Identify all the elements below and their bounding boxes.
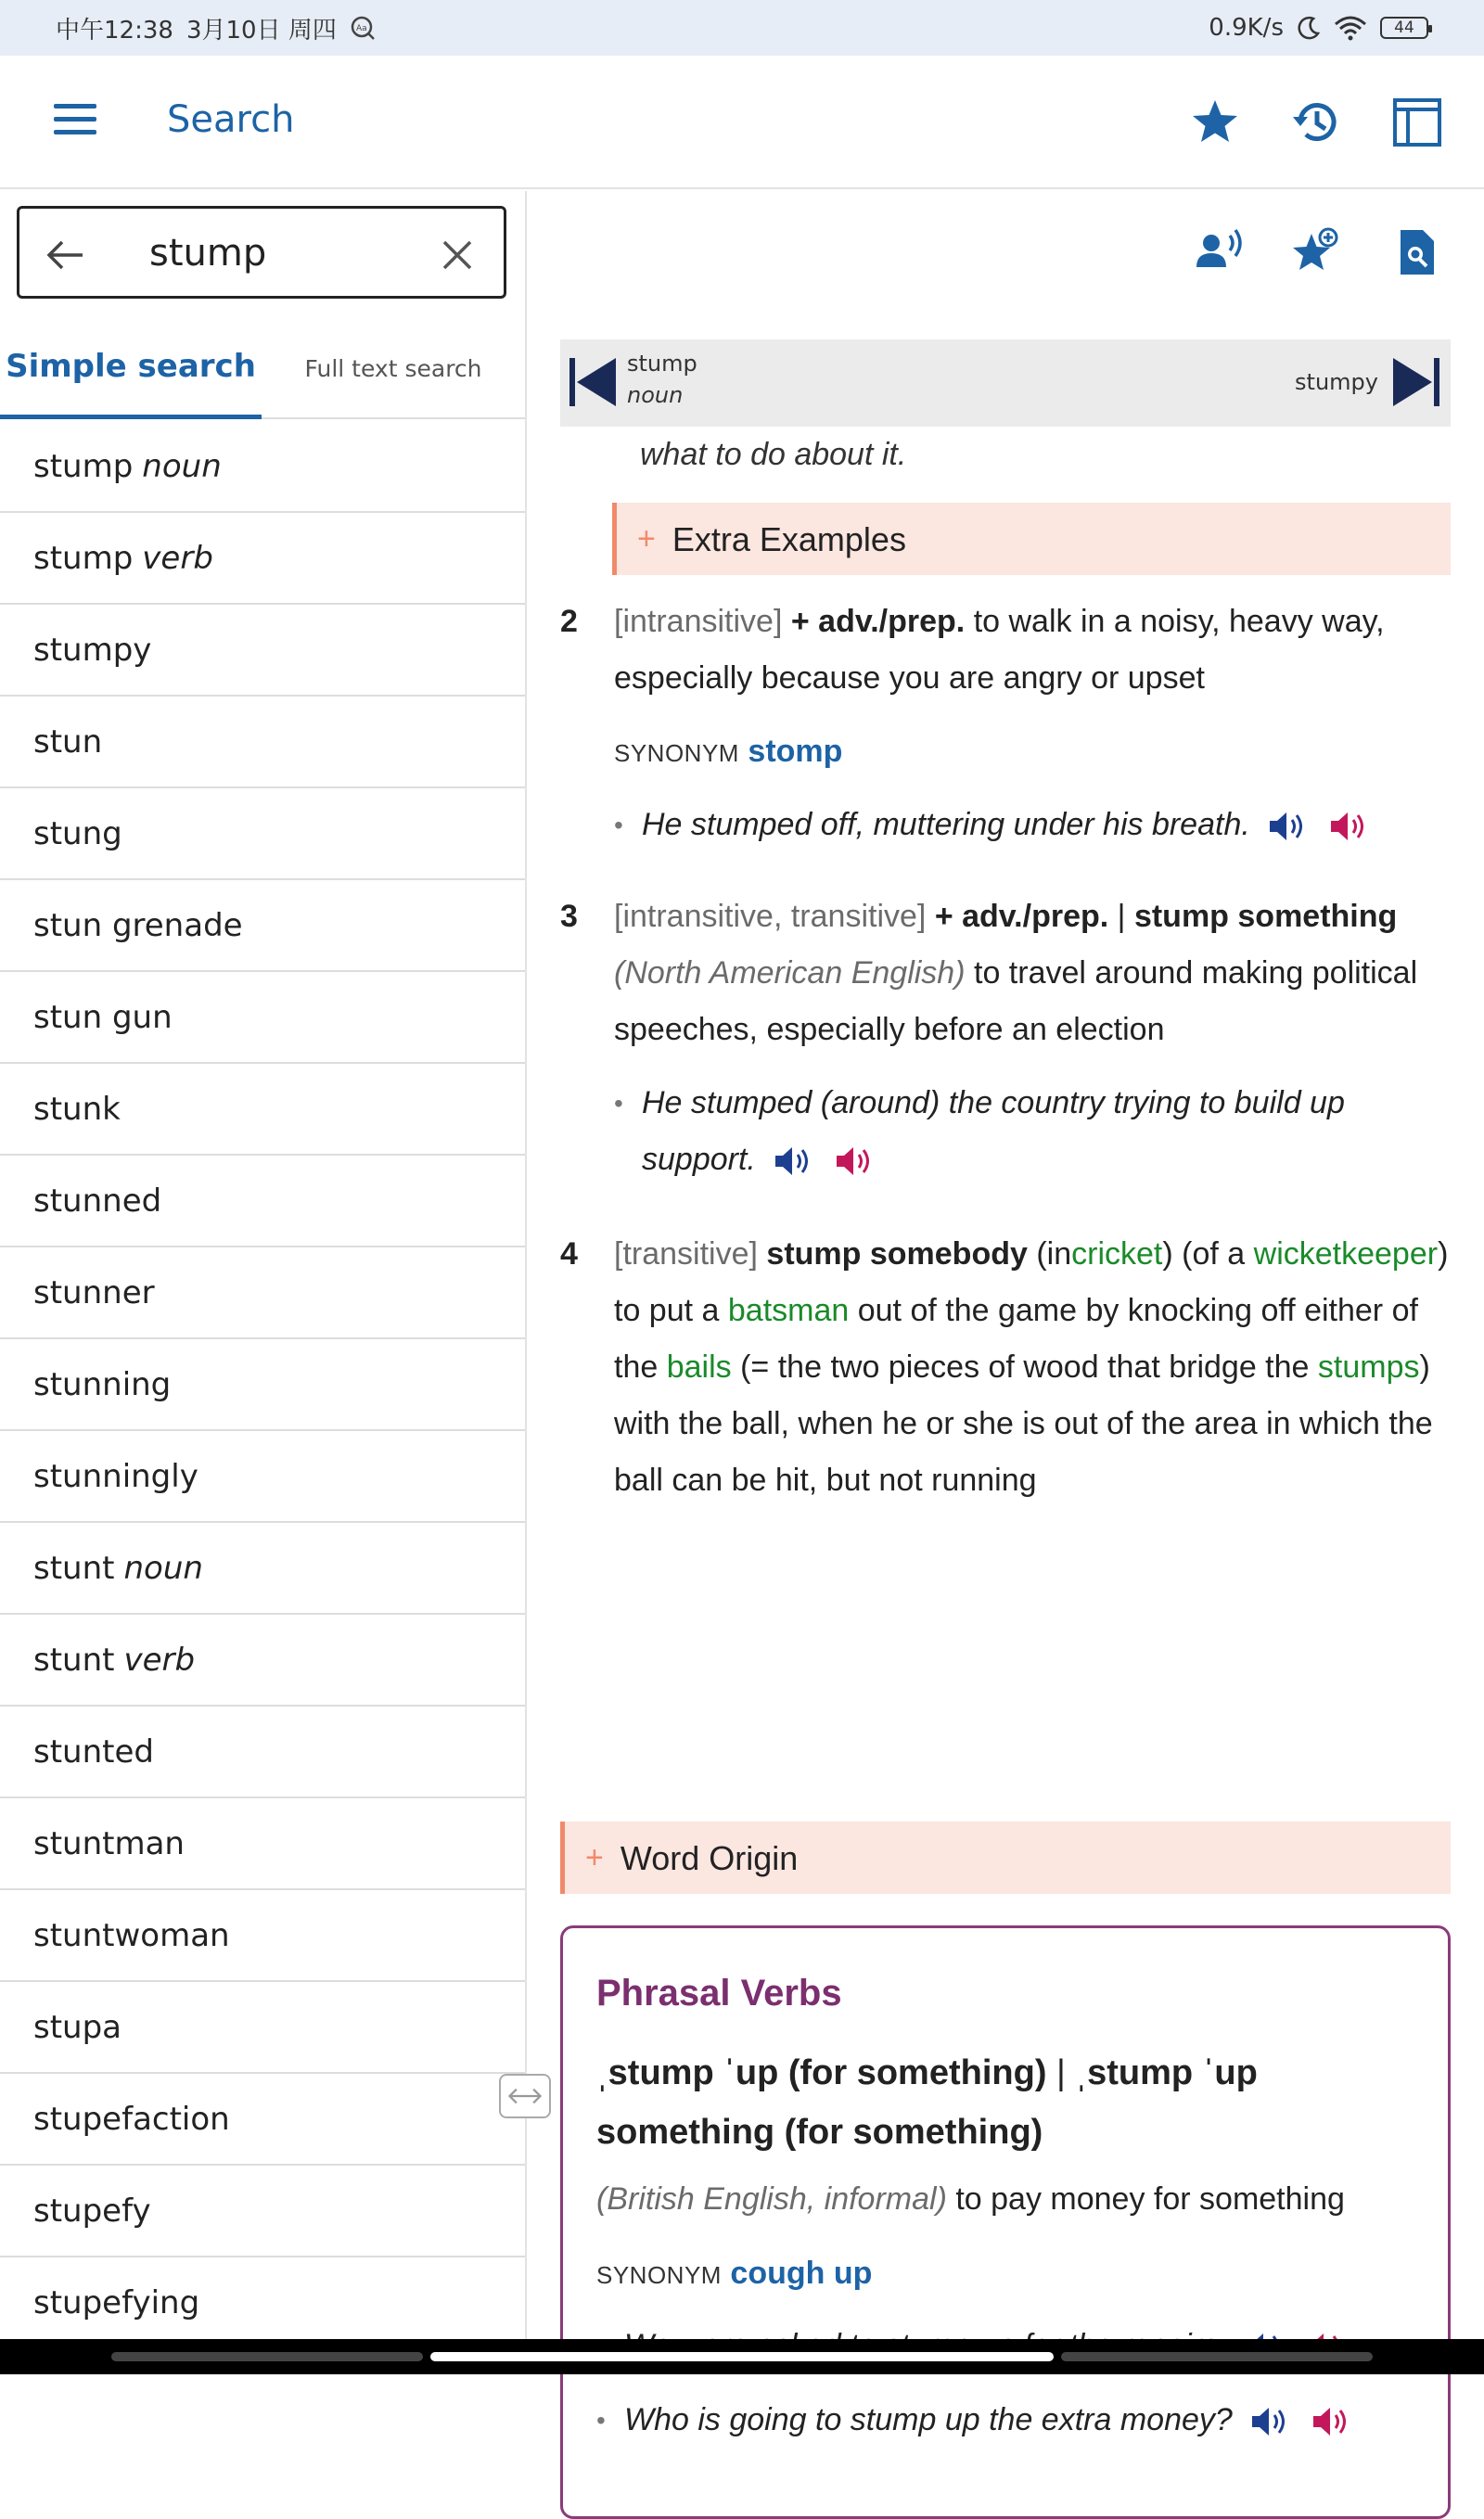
list-item-word: stun gun [33, 998, 173, 1036]
sense-number: 2 [560, 604, 578, 639]
list-item[interactable] [0, 421, 525, 513]
panel-layout-icon[interactable] [1388, 93, 1447, 152]
word-list [0, 421, 525, 2349]
definition-text: out of the game by knocking off either of the [614, 1293, 1418, 1385]
crossref-link-batsman[interactable]: batsman [727, 1293, 850, 1328]
favorites-star-icon[interactable] [1185, 93, 1245, 152]
list-item-word: stuntwoman [33, 1916, 230, 1954]
audio-us-speaker-icon[interactable] [1327, 808, 1372, 845]
definition: to walk in a noisy, heavy way, especially because you are angry or upset [614, 604, 1385, 696]
home-gesture-bar[interactable] [430, 2352, 1054, 2361]
register-label: (British English, informal) [596, 2181, 947, 2217]
pronunciation-speaker-icon[interactable] [1191, 224, 1247, 280]
moon-icon [1297, 16, 1321, 40]
list-item[interactable] [0, 1523, 525, 1615]
list-item-word: stung [33, 814, 122, 852]
previous-example-tail: what to do about it. [640, 437, 907, 472]
svg-text:Aa: Aa [355, 24, 367, 33]
list-item-word: stunned [33, 1182, 162, 1220]
status-bar [0, 0, 1484, 56]
list-item-word: stunt [33, 1549, 115, 1587]
grammar-pattern: + adv./prep. [934, 899, 1109, 934]
phrasal-verb-headword: ˌstump ˈup (for something) | ˌstump ˈup something (for something) [596, 2053, 1258, 2152]
word-list-pane [0, 191, 525, 2339]
menu-button[interactable] [54, 104, 96, 137]
list-item[interactable] [0, 1798, 525, 1890]
list-item-word: stupefy [33, 2192, 151, 2230]
synonym-link[interactable]: cough up [730, 2256, 873, 2291]
list-item[interactable] [0, 2074, 525, 2166]
phrasal-synonym [596, 2245, 872, 2304]
sense-number: 3 [560, 899, 578, 934]
phrasal-example-2 [596, 2392, 1413, 2449]
entry-pane [527, 191, 1484, 2437]
find-in-page-icon[interactable] [1389, 224, 1445, 280]
synonym-label: SYNONYM [614, 739, 739, 767]
list-item[interactable] [0, 1890, 525, 1982]
list-item[interactable] [0, 972, 525, 1064]
extra-examples-toggle[interactable] [612, 503, 1451, 575]
example-sentence: He stumped off, muttering under his breath. [642, 807, 1250, 842]
definition: to travel around making political speeches, especially before an election [614, 955, 1418, 1047]
example-sentence: He stumped (around) the country trying to build up support. [642, 1085, 1345, 1177]
page-title: Search [167, 98, 295, 141]
list-item[interactable] [0, 788, 525, 880]
separator: | [1117, 899, 1126, 934]
list-item[interactable] [0, 1064, 525, 1156]
list-item-word: stunning [33, 1365, 172, 1403]
list-item-word: stupefaction [33, 2100, 230, 2138]
add-favorite-star-icon[interactable] [1287, 224, 1343, 280]
list-item-word: stun grenade [33, 906, 243, 944]
list-item-word: stuntman [33, 1824, 185, 1862]
list-item-word: stunningly [33, 1457, 198, 1495]
list-item-pos: noun [142, 447, 222, 485]
status-date: 3月10日 周四 [186, 16, 337, 45]
crossref-link-wicketkeeper[interactable]: wicketkeeper [1253, 1236, 1439, 1272]
definition: to pay money for something [955, 2181, 1345, 2217]
app-notification-icon [350, 15, 376, 41]
word-origin-toggle[interactable] [560, 1822, 1451, 1894]
phrasal-verbs-title: Phrasal Verbs [596, 1973, 842, 2014]
clear-icon[interactable] [437, 235, 478, 275]
tab-simple-search[interactable]: Simple search [0, 317, 262, 419]
audio-us-speaker-icon[interactable] [833, 1143, 877, 1180]
audio-uk-speaker-icon[interactable] [1266, 808, 1311, 845]
crossref-link-stumps[interactable]: stumps [1317, 1349, 1420, 1385]
extra-examples-label: Extra Examples [672, 519, 906, 558]
grammar-pattern: + adv./prep. [790, 604, 966, 639]
audio-us-speaker-icon[interactable] [1310, 2403, 1354, 2440]
list-item-word: stupefying [33, 2283, 200, 2321]
grammar-label: [intransitive, transitive] [614, 899, 927, 934]
arrow-back-icon[interactable] [45, 235, 86, 275]
list-item[interactable] [0, 1982, 525, 2074]
plus-icon: + [585, 1839, 604, 1875]
word-origin-label: Word Origin [620, 1838, 799, 1877]
app-bar [0, 56, 1484, 189]
list-item[interactable] [0, 513, 525, 605]
list-item[interactable] [0, 605, 525, 697]
list-item[interactable] [0, 1707, 525, 1798]
list-item[interactable] [0, 2166, 525, 2257]
list-item[interactable] [0, 1431, 525, 1523]
grammar-label: [intransitive] [614, 604, 783, 639]
list-item[interactable] [0, 2257, 525, 2349]
tab-full-text-search[interactable]: Full text search [304, 354, 482, 382]
system-navigation-bar [0, 2339, 1484, 2374]
previous-entry-icon[interactable] [566, 352, 621, 412]
next-entry-word[interactable]: stumpy [1295, 369, 1378, 395]
list-item-pos: verb [142, 539, 213, 577]
list-item-word: stun [33, 722, 103, 761]
definition-text: ) with the ball, when he or she is out of the area in which the ball can be hit, but not running [614, 1349, 1433, 1498]
nav-side-right [1061, 2352, 1373, 2361]
list-item[interactable] [0, 1339, 525, 1431]
example-sentence: Who is going to stump up the extra money? [624, 2402, 1233, 2437]
crossref-link-cricket[interactable]: cricket [1071, 1236, 1163, 1272]
wifi-icon [1334, 15, 1367, 41]
status-time: 中午12:38 [56, 16, 173, 45]
definition-text: ) to put a [614, 1236, 1449, 1328]
list-item-pos: verb [123, 1641, 196, 1679]
list-item[interactable] [0, 697, 525, 788]
list-item[interactable] [0, 1156, 525, 1247]
history-icon[interactable] [1287, 93, 1347, 152]
plus-icon: + [637, 520, 656, 556]
grammar-label: [transitive] [614, 1236, 758, 1272]
search-input[interactable] [149, 225, 409, 281]
list-item-word: stunt [33, 1641, 115, 1679]
crossref-link-bails[interactable]: bails [666, 1349, 732, 1385]
list-item-word: stumpy [33, 631, 152, 669]
net-speed: 0.9K/s [1209, 14, 1284, 42]
entry-navigation [560, 339, 1451, 427]
list-item-word: stunner [33, 1273, 155, 1311]
synonym-label: SYNONYM [596, 2261, 722, 2289]
battery-icon: 44 [1380, 17, 1428, 39]
list-item-word: stunted [33, 1733, 154, 1771]
definition-text: (= the two pieces of wood that bridge the [740, 1349, 1310, 1385]
definition-text: (in [1036, 1236, 1072, 1272]
list-item-pos: noun [123, 1549, 203, 1587]
sense-number: 4 [560, 1236, 578, 1272]
grammar-pattern: stump somebody [766, 1236, 1028, 1272]
synonym-link[interactable]: stomp [748, 734, 843, 769]
list-item-word: stupa [33, 2008, 122, 2046]
next-entry-icon[interactable] [1388, 352, 1443, 412]
audio-uk-speaker-icon[interactable] [1248, 2403, 1293, 2440]
previous-entry-pos[interactable]: noun [627, 382, 684, 408]
phrasal-verb-definition [596, 2171, 1413, 2228]
phrasal-verbs-box [560, 1925, 1451, 2519]
list-item-word: stunk [33, 1090, 121, 1128]
previous-entry-word[interactable]: stump [627, 351, 697, 377]
list-item-word: stump [33, 447, 134, 485]
nav-side-left [111, 2352, 423, 2361]
search-tabs [0, 317, 525, 419]
search-box [17, 206, 506, 299]
list-item[interactable] [0, 1615, 525, 1707]
register-label: (North American English) [614, 955, 966, 991]
definition-text: ) (of a [1162, 1236, 1246, 1272]
grammar-pattern-2: stump something [1133, 899, 1398, 934]
audio-uk-speaker-icon[interactable] [772, 1143, 816, 1180]
list-item[interactable] [0, 880, 525, 972]
list-item-word: stump [33, 539, 134, 577]
list-item[interactable] [0, 1247, 525, 1339]
